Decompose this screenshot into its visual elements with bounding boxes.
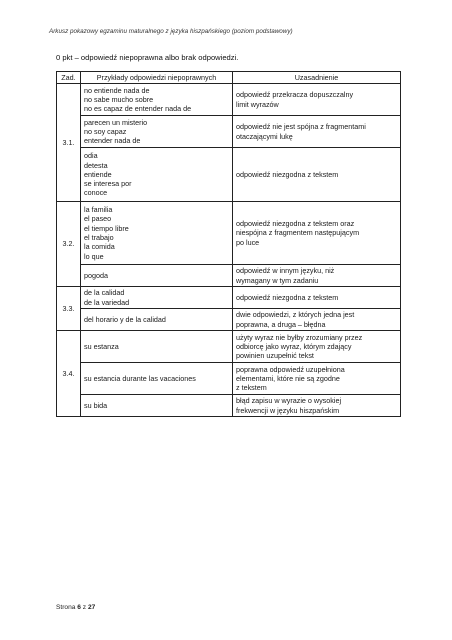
footer-prefix: Strona <box>56 604 76 611</box>
reason-cell <box>233 84 401 116</box>
reason-text: odbiorcę jako wyraz, którym zdający <box>236 341 352 351</box>
task-number-3-2: 3.2. <box>57 202 81 287</box>
footer-page-number: 6 <box>77 604 81 611</box>
example-text: la comida <box>84 242 115 252</box>
footer-separator: z <box>82 604 87 611</box>
reason-cell <box>233 116 401 148</box>
reason-text: odpowiedź niezgodna z tekstem <box>236 169 339 179</box>
reason-cell <box>233 148 401 202</box>
example-text: el tiempo libre <box>84 223 129 233</box>
example-text: de la calidad <box>84 288 125 298</box>
answers-table <box>56 71 401 417</box>
reason-text: frekwencji w języku hiszpańskim <box>236 405 340 415</box>
reason-text: poprawna, a druga – błędna <box>236 319 326 329</box>
reason-text: błąd zapisu w wyrazie o wysokiej <box>236 396 342 406</box>
table-row <box>57 265 401 287</box>
example-text: pogoda <box>84 270 108 280</box>
footer-page-total: 27 <box>87 604 96 611</box>
table-row <box>57 116 401 148</box>
example-text: no sabe mucho sobre <box>84 94 154 104</box>
examples-cell <box>81 395 233 417</box>
table-row <box>57 287 401 309</box>
reason-text: wymagany w tym zadaniu <box>236 275 319 285</box>
examples-cell <box>81 309 233 331</box>
table-row <box>57 363 401 395</box>
examples-cell <box>81 363 233 395</box>
table-row <box>57 84 401 116</box>
example-text: del horario y de la calidad <box>84 314 166 324</box>
reason-cell <box>233 363 401 395</box>
reason-text: użyty wyraz nie byłby zrozumiany przez <box>236 332 363 342</box>
example-text: no es capaz de entender nada de <box>84 104 192 114</box>
example-text: lo que <box>84 251 104 261</box>
table-row <box>57 395 401 417</box>
reason-text: limit wyrazów <box>236 99 279 109</box>
examples-cell <box>81 265 233 287</box>
example-text: entiende <box>84 169 112 179</box>
example-text: conoce <box>84 188 108 198</box>
task-number-3-3: 3.3. <box>57 287 81 331</box>
reason-cell <box>233 202 401 265</box>
example-text: parecen un misterio <box>84 117 148 127</box>
table-row <box>57 202 401 265</box>
table-header-row <box>57 72 401 84</box>
task-number-3-4: 3.4. <box>57 331 81 417</box>
reason-text: elementami, które nie są zgodne <box>236 373 340 383</box>
reason-cell <box>233 309 401 331</box>
example-text: el paseo <box>84 214 112 224</box>
reason-text: dwie odpowiedzi, z których jedna jest <box>236 310 355 320</box>
reason-cell <box>233 331 401 363</box>
reason-text: odpowiedź nie jest spójna z fragmentami <box>236 122 366 132</box>
reason-text: poprawna odpowiedź uzupełniona <box>236 364 345 374</box>
example-text: de la variedad <box>84 297 130 307</box>
column-header-reason: Uzasadnienie <box>233 72 401 84</box>
reason-text: otaczającymi lukę <box>236 131 293 141</box>
document-header: Arkusz pokazowy egzaminu maturalnego z języka hiszpańskiego (poziom podstawowy) <box>49 28 293 35</box>
example-text: el trabajo <box>84 233 114 242</box>
examples-cell <box>81 287 233 309</box>
example-text: se interesa por <box>84 179 132 189</box>
examples-cell <box>81 116 233 148</box>
reason-cell <box>233 265 401 287</box>
example-text: su estancia durante las vacaciones <box>84 373 196 383</box>
reason-text: odpowiedź w innym języku, niż <box>236 266 335 276</box>
example-text: odia <box>84 151 98 161</box>
column-header-task: Zad. <box>57 72 81 84</box>
examples-cell <box>81 84 233 116</box>
examples-cell <box>81 202 233 265</box>
example-text: entender nada de <box>84 136 141 146</box>
reason-cell <box>233 395 401 417</box>
page-footer <box>56 604 95 611</box>
reason-text: niespójna z fragmentem następującym <box>236 228 360 238</box>
example-text: no soy capaz <box>84 126 127 136</box>
column-header-examples: Przykłady odpowiedzi niepoprawnych <box>81 72 233 84</box>
table-row <box>57 331 401 363</box>
reason-text: powinien uzupełnić tekst <box>236 351 314 361</box>
example-text: su bida <box>84 400 108 410</box>
example-text: no entiende nada de <box>84 85 150 95</box>
reason-text: z tekstem <box>236 383 267 393</box>
reason-text: odpowiedź niezgodna z tekstem oraz <box>236 219 355 229</box>
intro-text: 0 pkt – odpowiedź niepoprawna albo brak odpowiedzi. <box>56 53 239 62</box>
reason-text: odpowiedź niezgodna z tekstem <box>236 292 339 302</box>
reason-text: po luce <box>236 237 260 247</box>
examples-cell <box>81 148 233 202</box>
table-row <box>57 148 401 202</box>
example-text: detesta <box>84 160 108 170</box>
reason-text: odpowiedź przekracza dopuszczalny <box>236 90 354 100</box>
example-text: su estanza <box>84 341 119 351</box>
reason-cell <box>233 287 401 309</box>
example-text: la familia <box>84 205 113 215</box>
table-row <box>57 309 401 331</box>
task-number-3-1: 3.1. <box>57 84 81 202</box>
examples-cell <box>81 331 233 363</box>
